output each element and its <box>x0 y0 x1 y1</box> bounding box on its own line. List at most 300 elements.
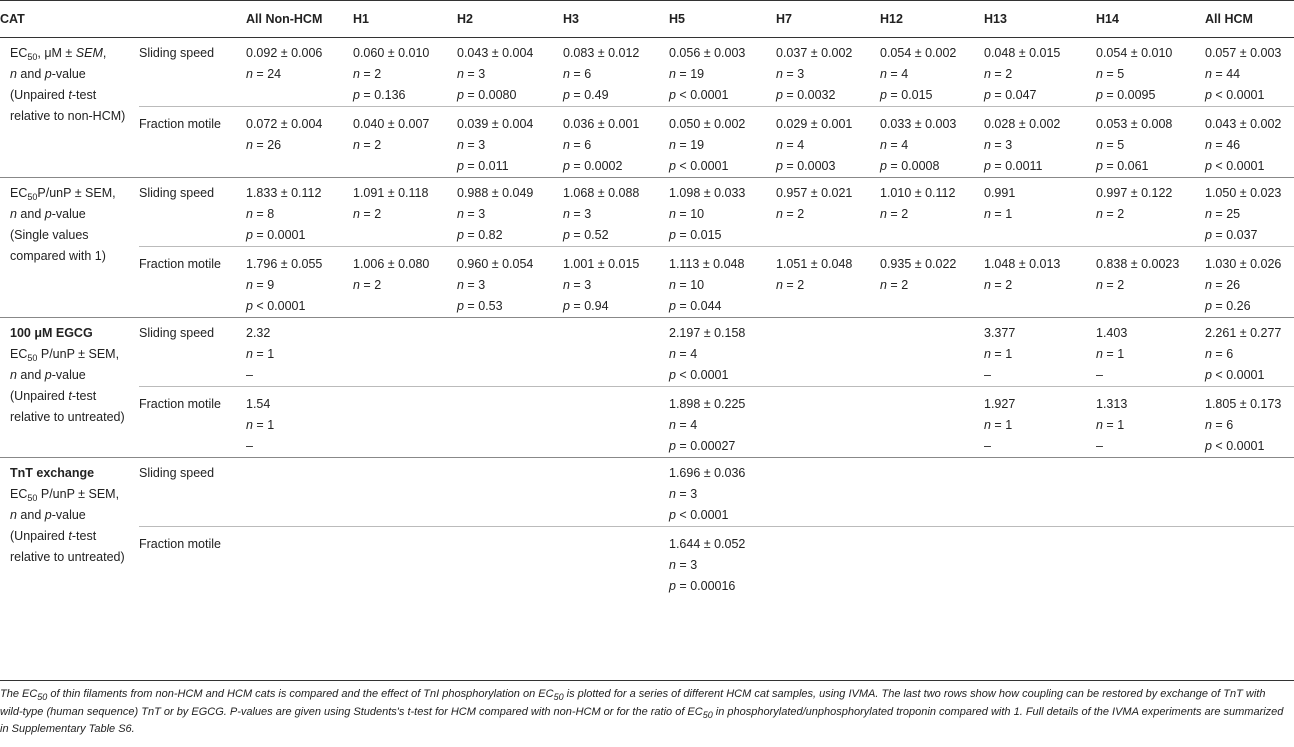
cell-p: p = 0.015 <box>880 88 933 102</box>
cell-value <box>353 394 457 415</box>
measure-name: Fraction motile <box>139 117 221 131</box>
cell-value: 0.040 ± 0.007 <box>353 117 430 131</box>
cell-n: n = 1 <box>1096 347 1125 361</box>
group-label-line: n and p-value <box>10 207 86 221</box>
cell-n <box>776 484 880 505</box>
cell-value: 1.805 ± 0.173 <box>1205 397 1282 411</box>
cell-p: p < 0.0001 <box>669 508 729 522</box>
group-label-line: relative to untreated) <box>10 410 125 424</box>
cell-value <box>1205 534 1294 555</box>
cell-n <box>563 555 669 576</box>
cell-value: 2.32 <box>246 326 271 340</box>
cell-n: n = 2 <box>353 67 382 81</box>
cell-p <box>776 365 880 386</box>
cell-value: 1.010 ± 0.112 <box>880 186 956 200</box>
table-cell <box>246 387 353 458</box>
table-row <box>0 178 1294 247</box>
cell-n <box>353 555 457 576</box>
table-cell <box>457 247 563 318</box>
cell-n: n = 25 <box>1205 207 1241 221</box>
measure-label <box>139 247 246 318</box>
table-cell <box>984 178 1096 247</box>
cell-p <box>776 436 880 457</box>
header-col: All Non-HCM <box>246 1 353 38</box>
table-cell <box>246 458 353 527</box>
table-cell <box>1205 527 1294 598</box>
cell-value: 0.033 ± 0.003 <box>880 117 957 131</box>
cell-n: n = 4 <box>776 138 805 152</box>
table-cell <box>457 107 563 178</box>
measure-label <box>139 178 246 247</box>
cell-n: n = 3 <box>457 207 486 221</box>
cell-n <box>246 484 353 505</box>
table-cell <box>984 458 1096 527</box>
cell-p <box>457 576 563 597</box>
table-cell <box>1096 318 1205 387</box>
table-cell <box>563 458 669 527</box>
header-col: All HCM <box>1205 1 1294 38</box>
table-cell <box>563 247 669 318</box>
table-cell <box>246 247 353 318</box>
cell-value: 0.036 ± 0.001 <box>563 117 640 131</box>
table-cell <box>984 247 1096 318</box>
table-cell <box>669 318 776 387</box>
cell-value <box>353 463 457 484</box>
cell-n: n = 2 <box>353 278 382 292</box>
cell-p <box>246 85 353 106</box>
cell-p: p = 0.0008 <box>880 159 940 173</box>
table-caption: The $EC_{50}$ of thin filaments from non-HCM and HCM cats is compared and the effect of TnI phosphorylation on $EC_{50}$ is plotted for a series of different HCM cat samples, using IVMA. The last two rows show how coupling can be restored by exchange of TnT with wild-type (human sequence) TnT or by EGCG. P-values are given using Students's t-test for HCM compared with non-HCM or for the ratio of $EC_{50}$ in phosphorylated/unphosphorylated troponin compared with 1. Full details of the IVMA experiments are summarized in Supplementary Table S6. <box>0 688 1284 735</box>
cell-value: 0.960 ± 0.054 <box>457 257 534 271</box>
cell-n: n = 3 <box>563 207 592 221</box>
table-cell <box>353 458 457 527</box>
cell-p: p = 0.015 <box>669 228 722 242</box>
cell-p: p < 0.0001 <box>246 299 306 313</box>
cell-n: n = 19 <box>669 67 705 81</box>
cell-value: 0.060 ± 0.010 <box>353 46 430 60</box>
table-row <box>0 38 1294 107</box>
cell-p: p = 0.0011 <box>984 159 1043 173</box>
cell-value: 1.051 ± 0.048 <box>776 257 853 271</box>
cell-n: n = 8 <box>246 207 275 221</box>
table-cell <box>984 38 1096 107</box>
cell-p: – <box>984 368 991 382</box>
cell-p <box>457 365 563 386</box>
table-cell <box>353 107 457 178</box>
table-cell <box>669 527 776 598</box>
cell-value <box>880 534 984 555</box>
cell-n <box>1205 555 1294 576</box>
table-cell <box>776 458 880 527</box>
cell-p: – <box>1096 439 1103 453</box>
table-cell <box>246 38 353 107</box>
cell-n <box>563 484 669 505</box>
table-cell <box>1096 247 1205 318</box>
cell-value <box>353 323 457 344</box>
table-row <box>0 527 1294 598</box>
cell-n <box>880 484 984 505</box>
cell-value: 0.037 ± 0.002 <box>776 46 853 60</box>
table-cell <box>353 247 457 318</box>
group-title: 100 μM EGCG <box>10 326 93 340</box>
cell-n: n = 2 <box>984 67 1013 81</box>
header-col: H14 <box>1096 1 1205 38</box>
cell-n: n = 4 <box>669 347 698 361</box>
measure-label <box>139 458 246 527</box>
cell-value: 1.54 <box>246 397 271 411</box>
group-label-line: $EC_{50}P$/unP ± SEM, <box>10 186 116 202</box>
group-label-line: n and p-value <box>10 67 86 81</box>
cell-p: – <box>246 368 253 382</box>
cell-p <box>457 436 563 457</box>
table-cell <box>984 107 1096 178</box>
table-row <box>0 107 1294 178</box>
table-cell <box>1096 107 1205 178</box>
group-label <box>0 318 139 458</box>
measure-name: Sliding speed <box>139 326 215 340</box>
cell-value <box>776 323 880 344</box>
cell-n <box>563 415 669 436</box>
table-cell <box>1096 458 1205 527</box>
cell-value: 0.048 ± 0.015 <box>984 46 1061 60</box>
table-row <box>0 318 1294 387</box>
header-col: H1 <box>353 1 457 38</box>
cell-p: p = 0.037 <box>1205 228 1258 242</box>
cell-n: n = 2 <box>353 207 382 221</box>
cell-p: p = 0.011 <box>457 159 509 173</box>
table-cell <box>246 318 353 387</box>
cell-n: n = 10 <box>669 278 705 292</box>
measure-name: Sliding speed <box>139 46 215 60</box>
table-cell <box>1205 178 1294 247</box>
cell-value: 0.039 ± 0.004 <box>457 117 534 131</box>
group-title: TnT exchange <box>10 466 95 480</box>
cell-p: p = 0.94 <box>563 299 609 313</box>
cell-n: n = 2 <box>880 207 909 221</box>
cell-p <box>776 296 880 317</box>
table-cell <box>669 107 776 178</box>
table-cell <box>669 458 776 527</box>
cell-p <box>880 365 984 386</box>
table-cell <box>457 527 563 598</box>
table-cell <box>246 107 353 178</box>
cell-n: n = 1 <box>984 418 1013 432</box>
cell-value: 1.050 ± 0.023 <box>1205 186 1282 200</box>
cell-value <box>880 323 984 344</box>
table-cell <box>880 107 984 178</box>
cell-p: p = 0.0001 <box>246 228 306 242</box>
cell-n: n = 1 <box>246 418 275 432</box>
cell-n: n = 2 <box>1096 278 1125 292</box>
cell-value: 0.029 ± 0.001 <box>776 117 853 131</box>
group-label-line: (Unpaired t-test <box>10 529 97 543</box>
cell-n: n = 2 <box>776 207 805 221</box>
cell-p: p = 0.0095 <box>1096 88 1156 102</box>
cell-value: 0.997 ± 0.122 <box>1096 186 1173 200</box>
cell-value: 0.053 ± 0.008 <box>1096 117 1173 131</box>
cell-p: p = 0.0002 <box>563 159 623 173</box>
cell-p: p < 0.0001 <box>1205 159 1265 173</box>
cell-value <box>776 534 880 555</box>
cell-value <box>984 534 1096 555</box>
cell-n <box>353 484 457 505</box>
table-cell <box>880 458 984 527</box>
table-cell <box>353 178 457 247</box>
cell-value: 0.838 ± 0.0023 <box>1096 257 1180 271</box>
cell-p <box>563 365 669 386</box>
cell-value: 0.072 ± 0.004 <box>246 117 323 131</box>
table-cell <box>669 38 776 107</box>
cell-p: – <box>246 439 253 453</box>
cell-n: n = 6 <box>1205 418 1234 432</box>
cell-p: – <box>984 439 991 453</box>
cell-value: 1.030 ± 0.026 <box>1205 257 1282 271</box>
cell-value: 1.696 ± 0.036 <box>669 466 746 480</box>
table-cell <box>776 178 880 247</box>
cell-value: 0.054 ± 0.010 <box>1096 46 1173 60</box>
cell-value: 1.313 <box>1096 397 1128 411</box>
cell-n: n = 3 <box>776 67 805 81</box>
cell-p <box>1096 225 1205 246</box>
measure-label <box>139 318 246 387</box>
table-cell <box>457 38 563 107</box>
cell-value: 1.091 ± 0.118 <box>353 186 429 200</box>
table-cell <box>353 387 457 458</box>
cell-value: 0.028 ± 0.002 <box>984 117 1061 131</box>
table-cell <box>880 247 984 318</box>
cell-n: n = 3 <box>457 138 486 152</box>
table-cell <box>1205 107 1294 178</box>
measure-label <box>139 387 246 458</box>
table-cell <box>984 318 1096 387</box>
header-empty <box>139 1 246 38</box>
cell-n: n = 9 <box>246 278 275 292</box>
cell-p <box>880 296 984 317</box>
header-col: H5 <box>669 1 776 38</box>
table-cell <box>1096 387 1205 458</box>
group-label-line: relative to non-HCM) <box>10 109 126 123</box>
cell-p <box>563 576 669 597</box>
table-cell <box>1205 38 1294 107</box>
cell-value: 0.050 ± 0.002 <box>669 117 746 131</box>
cell-value: 0.935 ± 0.022 <box>880 257 957 271</box>
measure-label <box>139 107 246 178</box>
measure-name: Fraction motile <box>139 397 221 411</box>
measure-name: Fraction motile <box>139 257 221 271</box>
cell-p: p = 0.0003 <box>776 159 836 173</box>
cell-value: 1.927 <box>984 397 1016 411</box>
table-cell <box>353 38 457 107</box>
cell-p: p = 0.00016 <box>669 579 736 593</box>
cell-n: n = 2 <box>353 138 382 152</box>
cell-p: p = 0.136 <box>353 88 406 102</box>
cell-p <box>353 296 457 317</box>
table-cell <box>776 387 880 458</box>
cell-p: p = 0.49 <box>563 88 609 102</box>
cell-n <box>563 344 669 365</box>
table-cell <box>457 318 563 387</box>
cell-n <box>457 555 563 576</box>
cell-value <box>457 463 563 484</box>
cell-p <box>353 156 457 177</box>
cell-value <box>457 323 563 344</box>
cell-n <box>1096 555 1205 576</box>
table-cell <box>776 247 880 318</box>
table-cell <box>563 387 669 458</box>
cell-value: 1.644 ± 0.052 <box>669 537 746 551</box>
table-cell <box>246 178 353 247</box>
cell-p <box>563 505 669 526</box>
table-cell <box>776 527 880 598</box>
cell-p: p < 0.0001 <box>1205 439 1265 453</box>
table-cell <box>563 107 669 178</box>
cell-p <box>880 505 984 526</box>
cell-p: p = 0.26 <box>1205 299 1251 313</box>
cell-p <box>776 505 880 526</box>
cell-p <box>353 576 457 597</box>
table-cell <box>1205 247 1294 318</box>
table-row <box>0 247 1294 318</box>
cell-value <box>246 463 353 484</box>
cell-n: n = 1 <box>246 347 275 361</box>
group-label-line: $EC_{50}$ P/unP ± SEM, <box>10 487 120 503</box>
cell-p: p = 0.061 <box>1096 159 1149 173</box>
cell-value: 1.833 ± 0.112 <box>246 186 322 200</box>
cell-n <box>776 415 880 436</box>
table-cell <box>1205 387 1294 458</box>
cell-n <box>457 344 563 365</box>
cell-n: n = 4 <box>669 418 698 432</box>
table-cell <box>669 387 776 458</box>
group-label-line: (Unpaired t-test <box>10 88 97 102</box>
cell-n: n = 5 <box>1096 138 1125 152</box>
cell-n <box>353 415 457 436</box>
cell-n <box>457 415 563 436</box>
cell-value <box>457 534 563 555</box>
cell-value: 0.991 <box>984 186 1016 200</box>
cell-n: n = 1 <box>1096 418 1125 432</box>
cell-n: n = 2 <box>776 278 805 292</box>
group-label-line: $EC_{50}$, μM ± SEM, <box>10 46 107 62</box>
measure-name: Fraction motile <box>139 537 221 551</box>
group-label-line: n and p-value <box>10 368 86 382</box>
table-row <box>0 458 1294 527</box>
cell-value <box>1205 463 1294 484</box>
cell-value: 2.261 ± 0.277 <box>1205 326 1282 340</box>
group-label-line: (Unpaired t-test <box>10 389 97 403</box>
table-cell <box>984 527 1096 598</box>
cell-n <box>246 555 353 576</box>
cell-p <box>984 225 1096 246</box>
cell-p <box>353 505 457 526</box>
group-label <box>0 178 139 318</box>
cell-value: 2.197 ± 0.158 <box>669 326 746 340</box>
header-col: H3 <box>563 1 669 38</box>
cell-n: n = 4 <box>880 138 909 152</box>
header-col: H7 <box>776 1 880 38</box>
cell-value: 1.006 ± 0.080 <box>353 257 430 271</box>
cell-p <box>776 225 880 246</box>
cell-n <box>984 555 1096 576</box>
cell-value: 1.001 ± 0.015 <box>563 257 640 271</box>
cell-value <box>563 323 669 344</box>
cell-p: p < 0.0001 <box>1205 88 1265 102</box>
cell-value: 0.057 ± 0.003 <box>1205 46 1282 60</box>
cell-n: n = 3 <box>457 67 486 81</box>
cell-n: n = 3 <box>669 487 698 501</box>
cell-p <box>1096 576 1205 597</box>
cell-p <box>1096 296 1205 317</box>
cell-p <box>246 156 353 177</box>
cell-p <box>353 365 457 386</box>
cell-value: 0.043 ± 0.002 <box>1205 117 1282 131</box>
table-row <box>0 387 1294 458</box>
table-cell <box>457 178 563 247</box>
cell-n: n = 44 <box>1205 67 1241 81</box>
cell-p <box>1205 505 1294 526</box>
table-bottom-rule <box>0 680 1294 681</box>
cell-value <box>563 534 669 555</box>
measure-name: Sliding speed <box>139 186 215 200</box>
cell-n <box>880 555 984 576</box>
cell-n: n = 26 <box>1205 278 1241 292</box>
cell-p <box>353 436 457 457</box>
cell-p: p < 0.0001 <box>1205 368 1265 382</box>
table-cell <box>1096 178 1205 247</box>
cell-p <box>984 296 1096 317</box>
cell-p <box>880 436 984 457</box>
cell-p <box>563 436 669 457</box>
cell-value: 1.048 ± 0.013 <box>984 257 1061 271</box>
cell-value <box>1096 534 1205 555</box>
table-cell <box>1096 38 1205 107</box>
table-cell <box>563 318 669 387</box>
cell-value: 0.988 ± 0.049 <box>457 186 534 200</box>
cell-value: 1.796 ± 0.055 <box>246 257 323 271</box>
cell-value: 1.898 ± 0.225 <box>669 397 746 411</box>
group-label-line: compared with 1) <box>10 249 106 263</box>
group-label-line: relative to untreated) <box>10 550 125 564</box>
cell-p: p = 0.0032 <box>776 88 836 102</box>
cell-n: n = 2 <box>984 278 1013 292</box>
cell-p: p = 0.53 <box>457 299 503 313</box>
measure-name: Sliding speed <box>139 466 215 480</box>
cell-value <box>457 394 563 415</box>
cell-p: p < 0.0001 <box>669 88 729 102</box>
table-cell <box>880 527 984 598</box>
cell-value <box>776 394 880 415</box>
table-cell <box>669 178 776 247</box>
cell-value <box>880 394 984 415</box>
cell-n: n = 46 <box>1205 138 1241 152</box>
cell-p: p = 0.047 <box>984 88 1037 102</box>
cell-value <box>880 463 984 484</box>
group-label <box>0 458 139 598</box>
cell-value: 0.054 ± 0.002 <box>880 46 957 60</box>
cell-value: 0.957 ± 0.021 <box>776 186 853 200</box>
cell-value <box>563 394 669 415</box>
header-row <box>0 1 1294 38</box>
cell-value: 0.056 ± 0.003 <box>669 46 746 60</box>
cell-p <box>457 505 563 526</box>
cell-n: n = 19 <box>669 138 705 152</box>
cell-value <box>353 534 457 555</box>
group-label-line: (Single values <box>10 228 89 242</box>
group-label <box>0 38 139 178</box>
cell-p: p < 0.0001 <box>669 159 729 173</box>
table-cell <box>457 387 563 458</box>
group-label-line: $EC_{50}$ P/unP ± SEM, <box>10 347 120 363</box>
